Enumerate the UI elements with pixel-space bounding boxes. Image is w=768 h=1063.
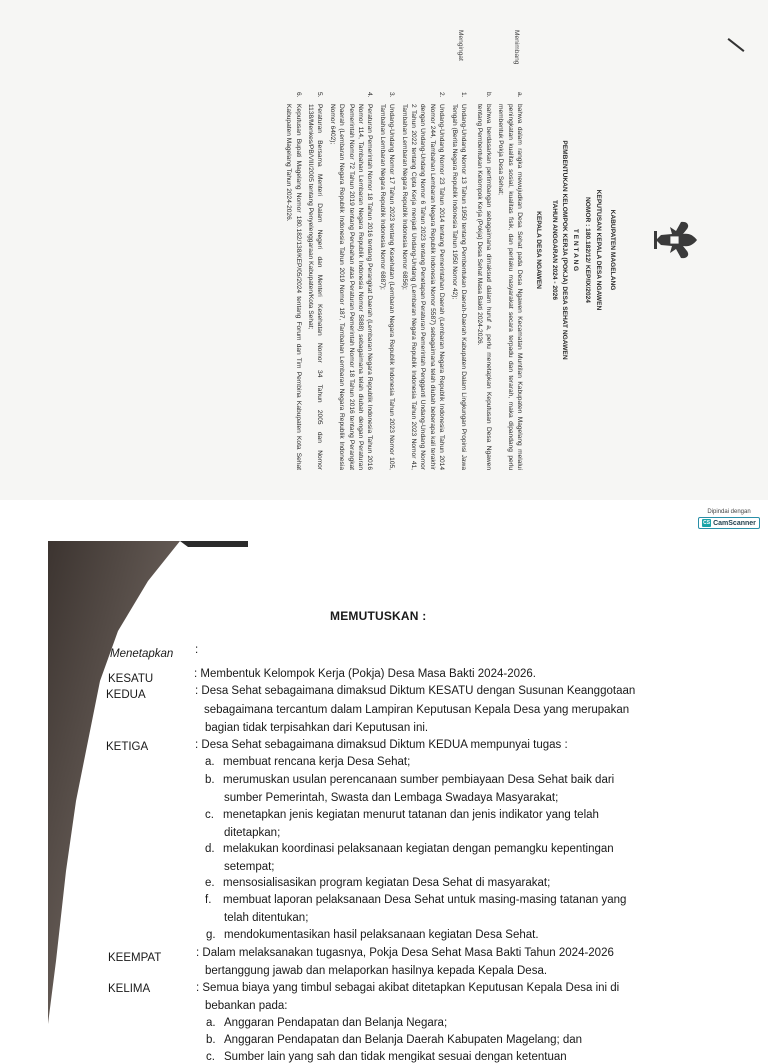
ketiga-item-text: mensosialisasikan program kegiatan Desa Sehat di masyarakat;	[223, 877, 551, 889]
keempat-line: : Dalam melaksanakan tugasnya, Pokja Desa Sehat Masa Bakti Tahun 2024-2026	[196, 947, 614, 959]
menetapkan-label: Menetapkan	[110, 648, 174, 660]
ketiga-item-letter: d.	[205, 843, 215, 855]
decree-subject: PEMBENTUKAN KELOMPOK KERJA (POKJA) DESA SEHAT NGAWEN	[561, 140, 569, 360]
mengingat-item: 4. Peraturan Pemerintah Nomor 18 Tahun 2016 tentang Perangkat Daerah (Lembaran Negara Republik Indonesia Tahun 2016 Nomor 114, Tambahan Lembaran Negara Republik Indonesia Nomor 5888) sebagaimana telah diubah dengan Peraturan Pemerintah Nomor 72 Tahun 2019 tentang Perubahan atas Peraturan Pemerintah Nomor 18 Tahun 2016 tentang Perangkat Daerah (Lembaran Negara Republik Indonesia Tahun 2019 Nomor 187, Tambahan Lembaran Negara Republik Indonesia Nomor 6402);	[328, 92, 374, 470]
garuda-emblem-icon	[652, 212, 698, 268]
kesatu-label: KESATU	[108, 673, 154, 685]
decree-number: NOMOR : 180.182/12/ KEP/IX/2024	[584, 197, 592, 303]
kelima-item-text: Sumber lain yang sah dan tidak mengikat sesuai dengan ketentuan	[224, 1051, 567, 1063]
menimbang-section	[474, 30, 524, 470]
ketiga-item-letter: e.	[205, 877, 215, 889]
camscanner-icon: CS	[703, 520, 711, 526]
menetapkan-colon: :	[195, 644, 199, 656]
kesatu-text: : Membentuk Kelompok Kerja (Pokja) Desa Masa Bakti 2024-2026.	[194, 668, 536, 680]
kedua-line: : Desa Sehat sebagaimana dimaksud Diktum KESATU dengan Susunan Keanggotaan	[195, 685, 636, 697]
pen-mark	[728, 38, 745, 52]
ketiga-item-letter: c.	[205, 809, 214, 821]
decree-continuation-page	[48, 541, 768, 1063]
ketiga-item-text: setempat;	[224, 861, 275, 873]
tentang-label: T E N T A N G	[571, 228, 579, 272]
keempat-label: KEEMPAT	[108, 952, 162, 964]
ketiga-item-text: ditetapkan;	[224, 827, 281, 839]
ketiga-item-text: merumuskan usulan perencanaan sumber pembiayaan Desa Sehat baik dari	[223, 774, 615, 786]
ketiga-item-text: mendokumentasikan hasil pelaksanaan kegiatan Desa Sehat.	[224, 929, 539, 941]
mengingat-item: 2. Undang-Undang Nomor 23 Tahun 2014 tentang Pemerintahan Daerah (Lembaran Negara Republik Indonesia Tahun 2014 Nomor 244, Tambahan Lembaran Negara Republik Indonesia Nomor 5587) sebagaimana telah diubah beberapa kali terakhir dengan Undang-Undang Nomor 6 Tahun 2023 tentang Penetapan Peraturan Pemerintah Pengganti Undang-Undang Nomor 2 Tahun 2022 tentang Cipta Kerja menjadi Undang-Undang (Lembaran Negara Republik Indonesia Tahun 2023 Nomor 41, Tambahan Lembaran Negara Republik Indonesia Nomor 6856);	[400, 92, 446, 470]
fiscal-year: TAHUN ANGGARAN 2024 - 2026	[550, 199, 558, 301]
mengingat-label: Mengingat	[457, 30, 465, 61]
menimbang-item: a. bahwa dalam rangka mewujudkan Desa Sehat pada Desa Ngawen Kecamatan Muntilan Kabupaten Magelang melalui peningkatan kualitas sosial, kualitas fisik, dan perilaku masyarakat secara terpadu dan terarah, maka dipandang perlu membentuk Pokja Desa Sehat;	[497, 92, 524, 470]
mengingat-item: 3. Undang-Undang Nomor 17 Tahun 2023 tentang Kesehatan (Lembaran Negara Republik Indonesia Tahun 2023 Nomor 105, Tambahan Lembaran Negara Republik Indonesia Nomor 6887);	[378, 92, 396, 470]
kelima-item-letter: b.	[206, 1034, 216, 1046]
ketiga-intro: : Desa Sehat sebagaimana dimaksud Diktum KEDUA mempunyai tugas :	[195, 739, 568, 751]
mengingat-item: 6. Keputusan Bupati Magelang Nomor 180.182/138/KEP/05/2024 tentang Forum dan Tim Pembina Kabupaten Kota Sehat Kabupaten Magelang Tahun 2024-2026.	[285, 92, 302, 470]
kedua-line: bagian tidak terpisahkan dari Keputusan ini.	[205, 722, 429, 734]
ketiga-item-text: membuat rencana kerja Desa Sehat;	[223, 756, 411, 768]
camscanner-brand: CamScanner	[713, 519, 756, 527]
decree-text-block	[138, 30, 618, 470]
memutuskan-title: MEMUTUSKAN :	[330, 609, 427, 623]
kelima-line: : Semua biaya yang timbul sebagai akibat ditetapkan Keputusan Kepala Desa ini di	[196, 982, 620, 994]
ketiga-item-letter: b.	[205, 774, 215, 786]
ketiga-item-text: telah ditentukan;	[224, 912, 309, 924]
rotated-decree-page	[0, 0, 768, 500]
kelima-label: KELIMA	[108, 983, 151, 995]
decree-body	[48, 541, 768, 1063]
ketiga-item-text: membuat laporan pelaksanaan Desa Sehat untuk masing-masing tatanan yang	[223, 894, 627, 906]
kelima-line: bebankan pada:	[205, 1000, 288, 1012]
decree-header	[533, 30, 617, 470]
mengingat-item: 5. Peraturan Bersama Menteri Dalam Negeri dan Menteri Kesehatan Nomor 34 Tahun 2005 dan Nomor 1138/Menkes/PB/VIII/2005 tentang Penyelenggaraan Kabupaten/Kota Sehat;	[307, 92, 324, 470]
menimbang-item: b. bahwa berdasarkan pertimbangan sebagaimana dimaksud dalam huruf a, perlu menetapkan Keputusan Desa Ngawen tentang Pembentukan Kelompok Kerja (Pokja) Desa Sehat Masa Bakti 2024-2026.	[475, 92, 492, 470]
kelima-item-text: Anggaran Pendapatan dan Belanja Negara;	[224, 1017, 448, 1029]
kedua-line: sebagaimana tercantum dalam Lampiran Keputusan Kepala Desa yang merupakan	[204, 704, 630, 716]
kelima-item-letter: c.	[206, 1051, 215, 1063]
decree-title: KEPUTUSAN KEPALA DESA NGAWEN	[594, 189, 602, 311]
regency-name: KABUPATEN MAGELANG	[609, 209, 616, 291]
ketiga-item-text: sumber Pemerintah, Swasta dan Lembaga Swadaya Masyarakat;	[224, 792, 559, 804]
ketiga-item-text: menetapkan jenis kegiatan menurut tatanan dan jenis indikator yang telah	[223, 809, 599, 821]
keempat-line: bertanggung jawab dan melaporkan hasilnya kepada Kepala Desa.	[205, 965, 548, 977]
ketiga-label: KETIGA	[106, 741, 149, 753]
kelima-item-letter: a.	[206, 1017, 216, 1029]
mengingat-section	[284, 30, 468, 470]
ketiga-item-text: melakukan koordinasi pelaksanaan kegiatan dengan pemangku kepentingan	[223, 843, 614, 855]
menimbang-label: Menimbang	[513, 30, 521, 65]
camscanner-logo	[698, 517, 760, 529]
camscanner-caption: Dipindai dengan	[707, 509, 751, 515]
kelima-item-text: Anggaran Pendapatan dan Belanja Daerah Kabupaten Magelang; dan	[224, 1034, 583, 1046]
camscanner-watermark	[696, 509, 762, 531]
mengingat-item: 1. Undang-Undang Nomor 13 Tahun 1950 tentang Pembentukan Daerah-Daerah Kabupaten Dalam Lingkungan Propinsi Jawa Tengah (Berita Negara Republik Indonesia Tahun 1950 Nomor 42);	[450, 92, 468, 470]
ketiga-item-letter: f.	[205, 894, 212, 906]
ketiga-item-letter: a.	[205, 756, 215, 768]
ketiga-item-letter: g.	[206, 929, 216, 941]
kedua-label: KEDUA	[106, 689, 146, 701]
signatory-title: KEPALA DESA NGAWEN	[534, 211, 542, 289]
